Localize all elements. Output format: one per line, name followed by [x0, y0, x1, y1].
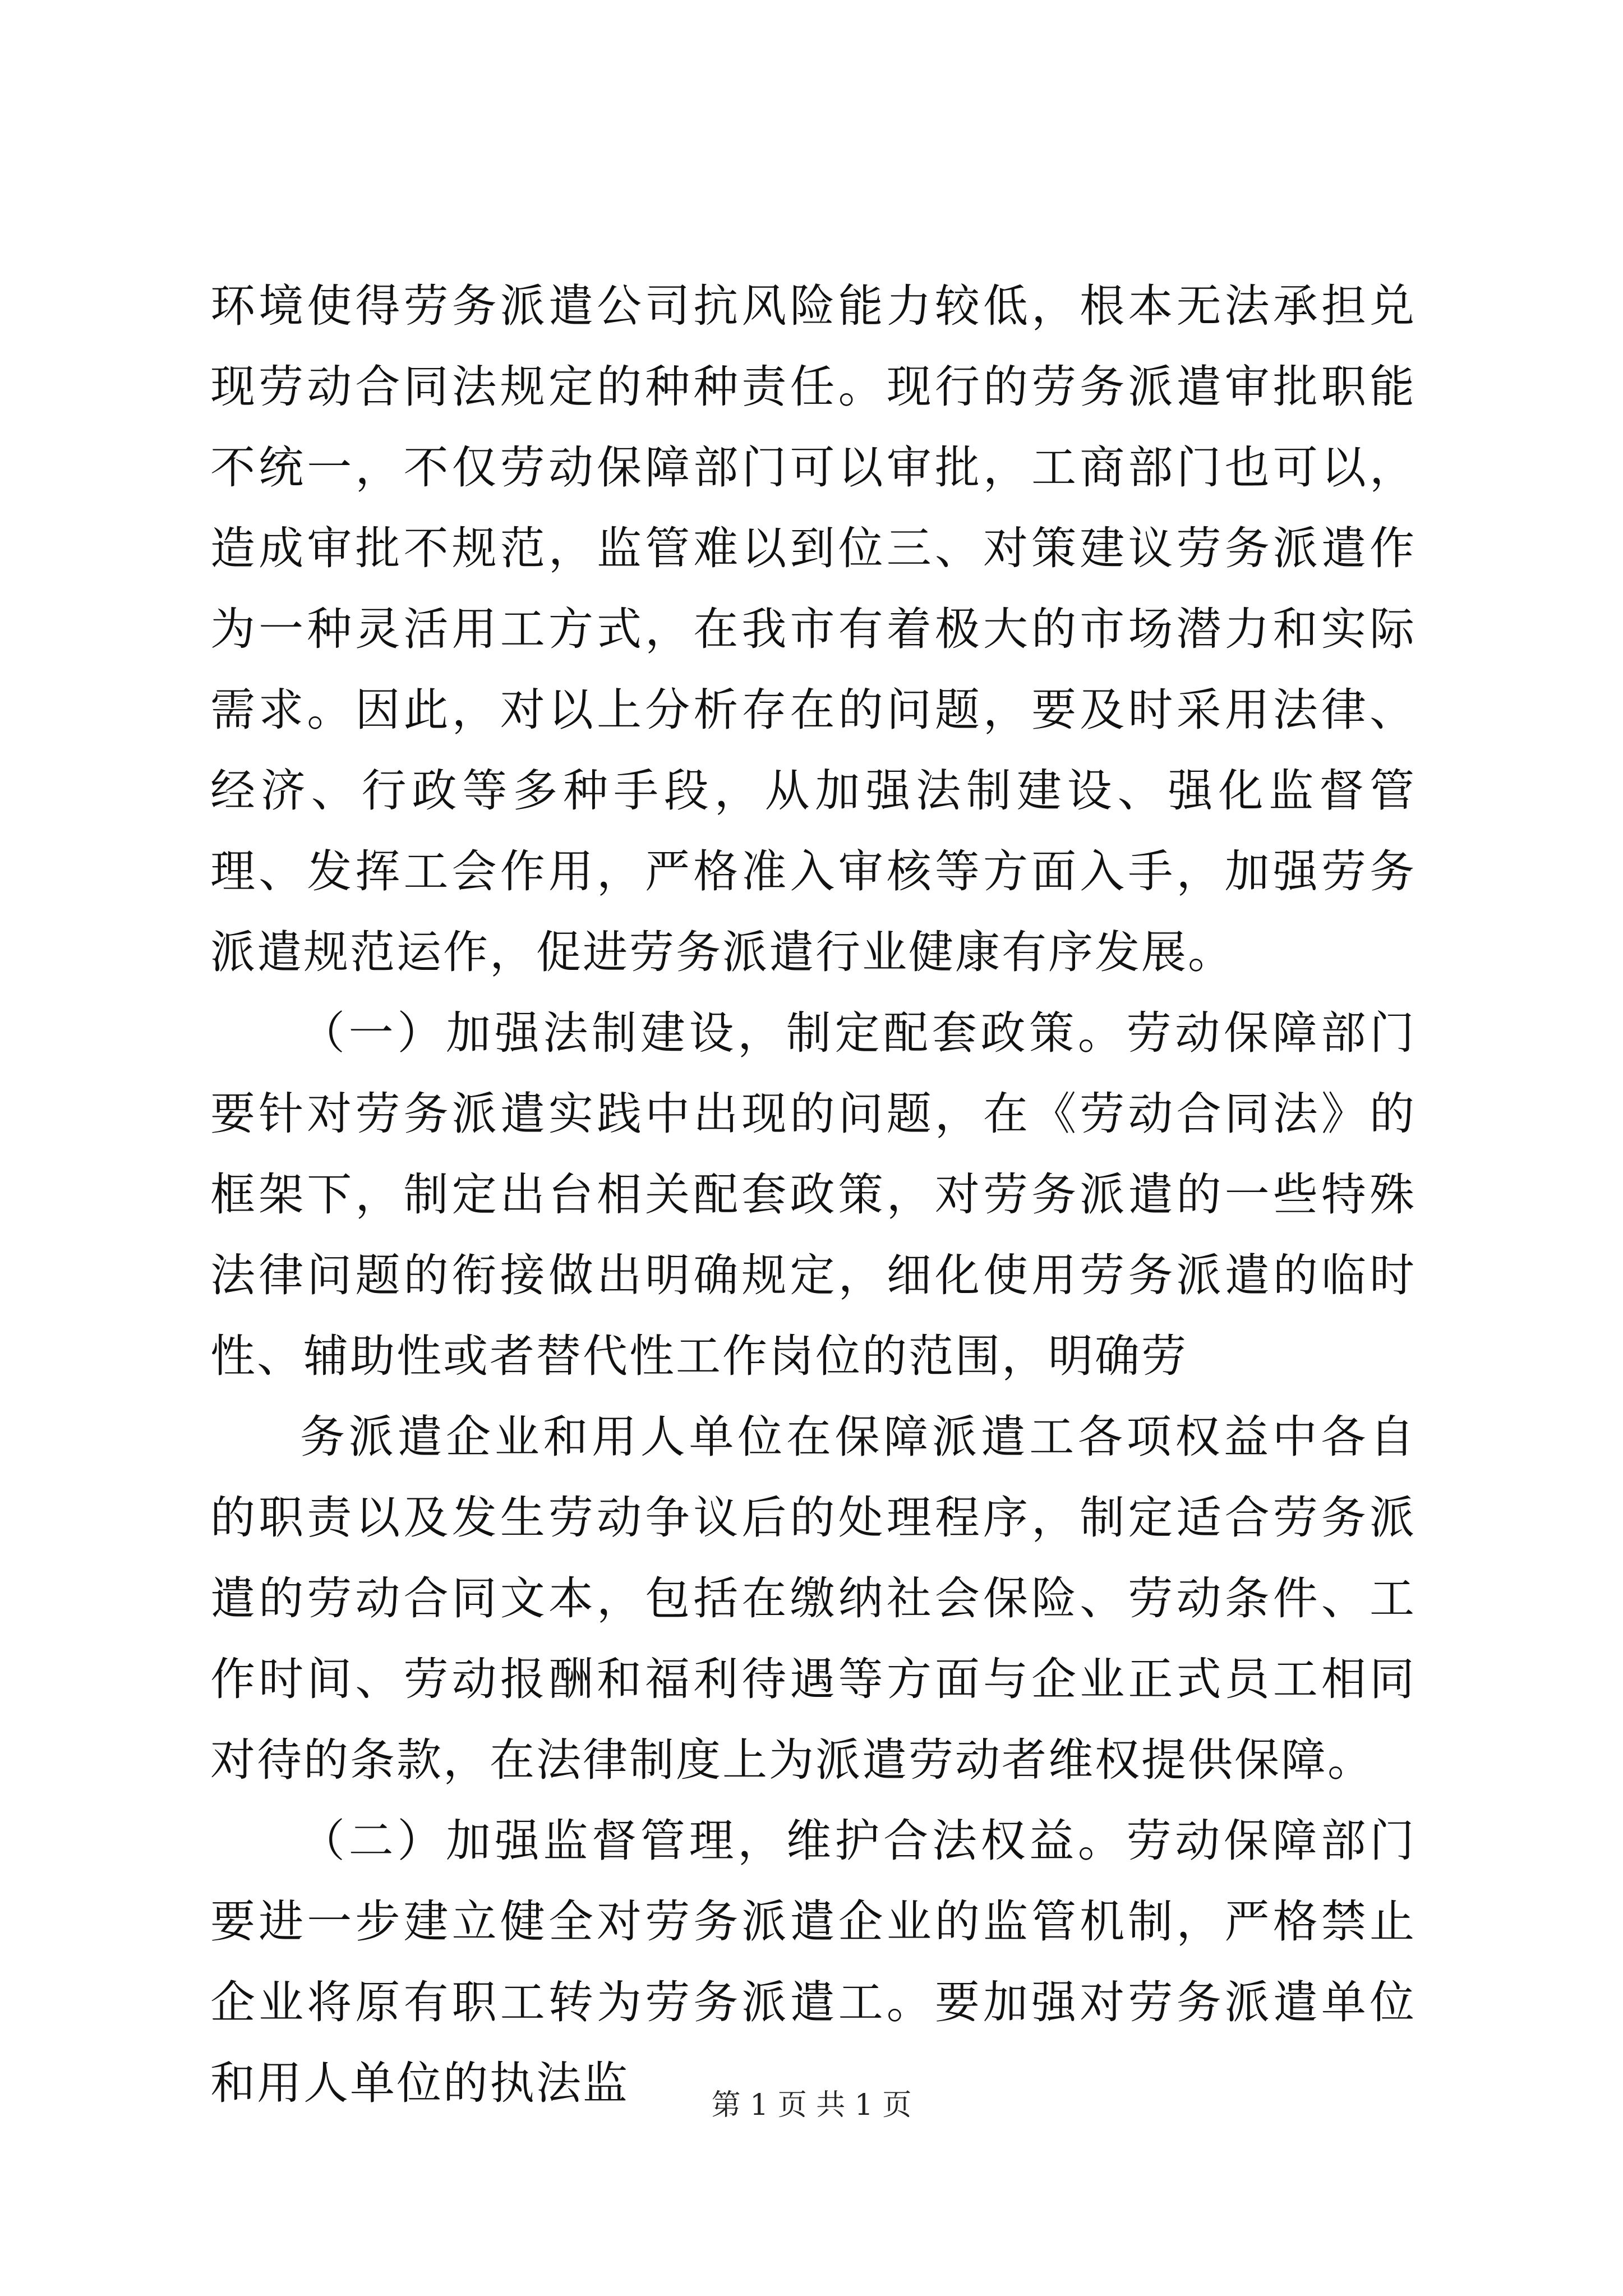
paragraph-2: （一）加强法制建设，制定配套政策。劳动保障部门要针对劳务派遣实践中出现的问题，在《劳动合同法》的框架下，制定出台相关配套政策，对劳务派遣的一些特殊法律问题的衔接做出明确规定，细化使用劳务派遣的临时性、辅助性或者替代性工作岗位的范围，明确劳 [210, 1007, 1416, 1382]
paragraph-1: 环境使得劳务派遣公司抗风险能力较低，根本无法承担兑现劳动合同法规定的种种责任。现行的劳务派遣审批职能不统一，不仅劳动保障部门可以审批，工商部门也可以，造成审批不规范，监管难以到位三、对策建议劳务派遣作为一种灵活用工方式，在我市有着极大的市场潜力和实际需求。因此，对以上分析存在的问题，要及时采用法律、经济、行政等多种手段，从加强法制建设、强化监督管理、发挥工会作用，严格准入审核等方面入手，加强劳务派遣规范运作，促进劳务派遣行业健康有序发展。 [210, 280, 1416, 978]
paragraph-3: 务派遣企业和用人单位在保障派遣工各项权益中各自的职责以及发生劳动争议后的处理程序，制定适合劳务派遣的劳动合同文本，包括在缴纳社会保险、劳动条件、工作时间、劳动报酬和福利待遇等方面与企业正式员工相同对待的条款，在法律制度上为派遣劳动者维权提供保障。 [210, 1411, 1416, 1786]
paragraph-4: （二）加强监督管理，维护合法权益。劳动保障部门要进一步建立健全对劳务派遣企业的监管机制，严格禁止企业将原有职工转为劳务派遣工。要加强对劳务派遣单位和用人单位的执法监 [210, 1815, 1416, 2109]
document-body [210, 266, 1416, 2124]
page-footer: 第 1 页 共 1 页 [711, 2088, 912, 2122]
